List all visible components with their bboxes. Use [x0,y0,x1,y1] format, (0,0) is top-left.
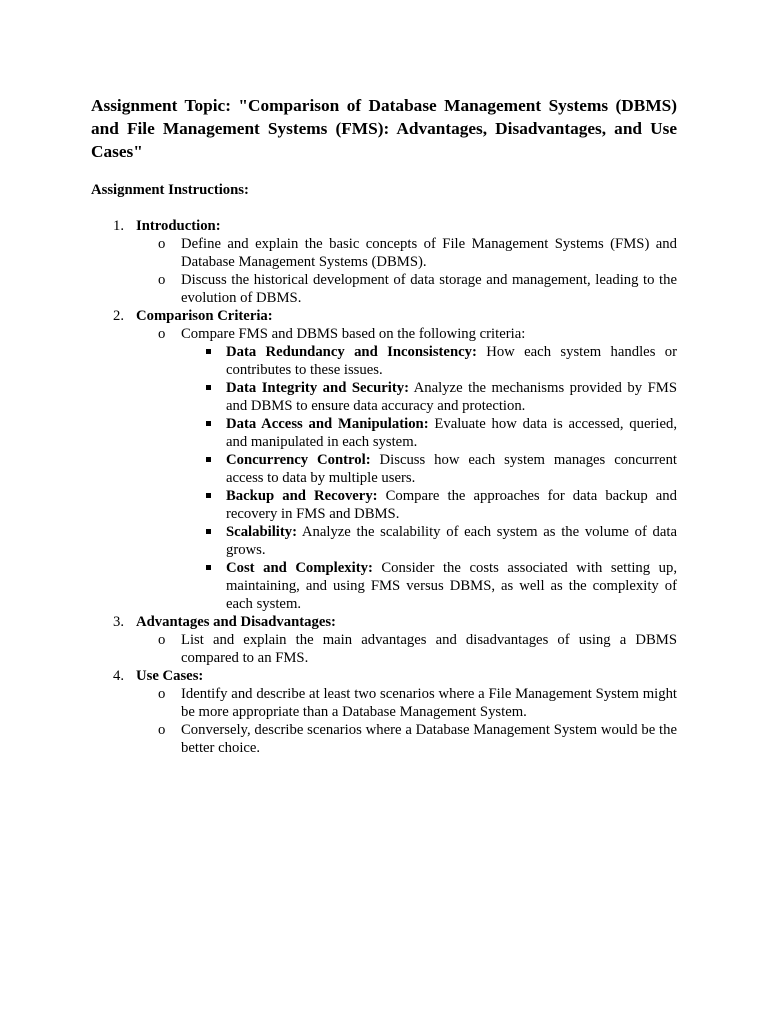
section-title: Advantages and Disadvantages: [136,614,336,630]
section-number: 1. [113,218,125,234]
section-title: Comparison Criteria: [136,308,273,324]
section-introduction [91,217,677,307]
square-bullet-icon [206,421,211,426]
criteria-text: How each system handles or contributes to these issues. [226,344,678,378]
square-bullet-icon [206,457,211,462]
section-title: Introduction: [136,218,221,234]
criteria-text: Analyze the scalability of each system as the volume of data grows. [226,524,677,558]
circle-bullet-icon: o [158,722,166,738]
section-use-cases [91,667,677,757]
criteria-term: Backup and Recovery: [226,488,378,504]
circle-bullet-icon: o [158,326,166,342]
criteria-term: Cost and Complexity: [226,560,373,576]
square-bullet-icon [206,493,211,498]
list-item [136,685,677,721]
criteria-term: Data Access and Manipulation: [226,416,429,432]
list-item-text: Conversely, describe scenarios where a Database Management System would be the better choice. [181,722,677,756]
circle-bullet-icon: o [158,236,166,252]
section-comparison-criteria [91,307,677,613]
list-item [136,271,677,307]
criteria-term: Data Integrity and Security: [226,380,409,396]
criteria-text: Discuss how each system manages concurrent access to data by multiple users. [226,452,677,486]
criteria-item [181,379,677,415]
criteria-item [181,487,677,523]
criteria-text: Consider the costs associated with setting up, maintaining, and using FMS versus DBMS, as well as the complexity of each system. [226,560,677,612]
section-items [136,631,677,667]
list-item [136,721,677,757]
sections-list [91,217,677,757]
section-items [136,685,677,757]
list-item-text: List and explain the main advantages and disadvantages of using a DBMS compared to an FMS. [181,632,677,666]
criteria-term: Scalability: [226,524,297,540]
list-item [136,631,677,667]
instructions-heading: Assignment Instructions: [91,182,249,198]
section-items [136,325,677,613]
section-number: 2. [113,308,125,324]
list-item-text: Discuss the historical development of data storage and management, leading to the evolution of DBMS. [181,272,677,306]
criteria-list [181,343,677,613]
square-bullet-icon [206,565,211,570]
document-title: Assignment Topic: "Comparison of Database Management Systems (DBMS) and File Management Systems (FMS): Advantages, Disadvantages, and Use Cases" [91,96,677,161]
criteria-text: Compare the approaches for data backup and recovery in FMS and DBMS. [226,488,677,522]
list-item-text: Identify and describe at least two scenarios where a File Management System might be more appropriate than a Database Management System. [181,686,677,720]
square-bullet-icon [206,529,211,534]
square-bullet-icon [206,349,211,354]
list-item-text: Define and explain the basic concepts of File Management Systems (FMS) and Database Management Systems (DBMS). [181,236,677,270]
section-title: Use Cases: [136,668,204,684]
criteria-text: Analyze the mechanisms provided by FMS and DBMS to ensure data accuracy and protection. [226,380,677,414]
section-advantages-disadvantages [91,613,677,667]
criteria-term: Concurrency Control: [226,452,371,468]
criteria-item [181,559,677,613]
criteria-term: Data Redundancy and Inconsistency: [226,344,477,360]
list-item [136,325,677,613]
criteria-item [181,343,677,379]
circle-bullet-icon: o [158,632,166,648]
criteria-item [181,523,677,559]
list-item [136,235,677,271]
square-bullet-icon [206,385,211,390]
circle-bullet-icon: o [158,272,166,288]
criteria-item [181,415,677,451]
criteria-text: Evaluate how data is accessed, queried, and manipulated in each system. [226,416,678,450]
section-items [136,235,677,307]
section-number: 3. [113,614,125,630]
criteria-item [181,451,677,487]
list-item-text: Compare FMS and DBMS based on the following criteria: [181,326,526,342]
section-number: 4. [113,668,125,684]
circle-bullet-icon: o [158,686,166,702]
